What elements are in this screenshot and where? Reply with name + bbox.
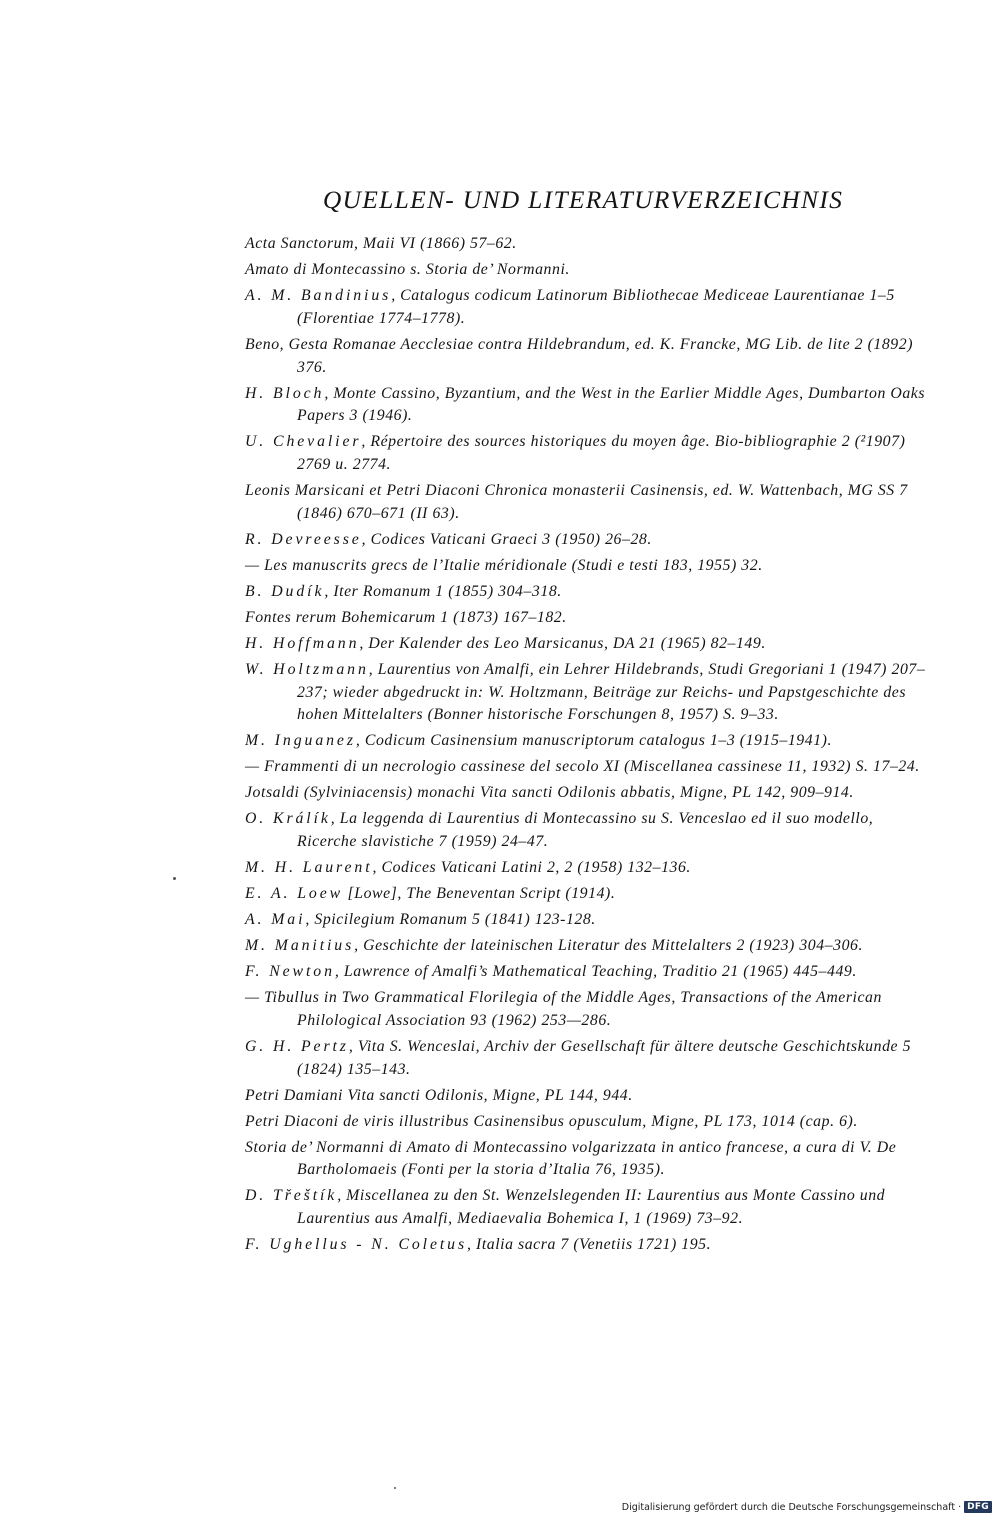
entry-text: , Répertoire des sources historiques du moyen âge. Bio-bibliographie 2 (²1907) 2769 u. 2774.	[297, 433, 906, 474]
entry-author: W. Holtzmann	[245, 660, 369, 678]
entry-author: F. Newton	[245, 963, 335, 981]
entry-author: H. Hoffmann	[245, 634, 360, 652]
entry-author: A. M. Bandinius	[245, 286, 392, 304]
bibliography-entry	[245, 1137, 931, 1183]
bibliography-entry	[245, 555, 931, 578]
entry-author: E. A. Loew	[245, 885, 344, 903]
entry-text: — Frammenti di un necrologio cassinese del secolo XI (Miscellanea cassinese 11, 1932) S. 17–24.	[245, 758, 920, 776]
bibliography-entry	[245, 961, 931, 984]
bibliography-entry	[245, 1111, 931, 1134]
entry-text: , Codices Vaticani Graeci 3 (1950) 26–28.	[361, 530, 652, 548]
bibliography-entry	[245, 756, 931, 779]
entry-text: Fontes rerum Bohemicarum 1 (1873) 167–182.	[245, 608, 567, 626]
entry-text: , La leggenda di Laurentius di Montecassino su S. Venceslao ed il suo modello, Ricerche slavistiche 7 (1959) 24–47.	[297, 810, 874, 851]
entry-text: , Monte Cassino, Byzantium, and the West in the Earlier Middle Ages, Dumbarton Oaks Papers 3 (1946).	[297, 384, 926, 425]
entry-text: , Miscellanea zu den St. Wenzelslegenden II: Laurentius aus Monte Cassino und Laurentius aus Amalfi, Mediaevalia Bohemica I, 1 (1969) 73–92.	[297, 1187, 886, 1228]
entry-text: , Codicum Casinensium manuscriptorum catalogus 1–3 (1915–1941).	[355, 732, 832, 750]
entry-author: B. Dudík	[245, 582, 325, 600]
entry-text: Storia de’ Normanni di Amato di Montecassino volgarizzata in antico francese, a cura di V. De Bartholomaeis (Fonti per la storia d’Italia 76, 1935).	[245, 1138, 897, 1179]
entry-author: A. Mai	[245, 911, 306, 929]
entry-text: , Lawrence of Amalfi’s Mathematical Teaching, Traditio 21 (1965) 445–449.	[334, 963, 857, 981]
bibliography-entry	[245, 1185, 931, 1231]
entry-text: Amato di Montecassino s. Storia de’ Normanni.	[245, 260, 570, 278]
entry-text: , Laurentius von Amalfi, ein Lehrer Hildebrands, Studi Gregoriani 1 (1947) 207–237; wieder abgedruckt in: W. Holtzmann, Beiträge zur Reichs- und Papstgeschichte des hohen Mittelalters (Bonner historische Forschungen 8, 1957) S. 9–33.	[297, 660, 926, 724]
entry-text: Acta Sanctorum, Maii VI (1866) 57–62.	[245, 235, 517, 252]
bibliography-entry	[245, 909, 931, 932]
bibliography-entry	[245, 1234, 931, 1257]
scan-speck	[173, 877, 176, 880]
entry-text: — Les manuscrits grecs de l’Italie méridionale (Studi e testi 183, 1955) 32.	[245, 556, 763, 574]
entry-author: G. H. Pertz	[245, 1037, 349, 1055]
bibliography-entry	[245, 883, 931, 906]
entry-text: Petri Damiani Vita sancti Odilonis, Migne, PL 144, 944.	[245, 1086, 633, 1104]
entry-text: , Iter Romanum 1 (1855) 304–318.	[324, 582, 562, 600]
bibliography-entry	[245, 935, 931, 958]
dfg-logo-icon: DFG	[964, 1501, 992, 1513]
bibliography-entry	[245, 659, 931, 727]
bibliography-entry	[245, 633, 931, 656]
bibliography-entry	[245, 857, 931, 880]
entry-text: , Catalogus codicum Latinorum Bibliothecae Mediceae Laurentianae 1–5 (Florentiae 1774–1778).	[297, 286, 895, 327]
bibliography-entry	[245, 782, 931, 805]
bibliography-entry	[245, 987, 931, 1033]
bibliography-entry	[245, 334, 931, 380]
entry-author: F. Ughellus - N. Coletus	[245, 1236, 468, 1254]
entry-text: , Italia sacra 7 (Venetiis 1721) 195.	[467, 1236, 712, 1254]
bibliography-entry	[245, 730, 931, 753]
entry-text: , Der Kalender des Leo Marsicanus, DA 21 (1965) 82–149.	[359, 634, 766, 652]
bibliography-entry	[245, 259, 931, 282]
entry-text: [Lowe], The Beneventan Script (1914).	[343, 885, 616, 903]
bibliography-entry	[245, 581, 931, 604]
bibliography-entry	[245, 233, 931, 256]
bibliography-entry	[245, 1036, 931, 1082]
bibliography-entry	[245, 285, 931, 331]
page-title: QUELLEN- UND LITERATURVERZEICHNIS	[322, 185, 844, 214]
bibliography-entry	[245, 431, 931, 477]
footer-text: Digitalisierung gefördert durch die Deutsche Forschungsgemeinschaft ·	[621, 1501, 962, 1513]
bibliography-entry	[245, 529, 931, 552]
bibliography-entry	[245, 607, 931, 630]
entry-author: M. Inguanez	[245, 732, 356, 750]
digitization-footer	[622, 1501, 992, 1513]
entry-text: Leonis Marsicani et Petri Diaconi Chronica monasterii Casinensis, ed. W. Wattenbach, MG SS 7 (1846) 670–671 (II 63).	[245, 482, 908, 522]
entry-text: Beno, Gesta Romanae Aecclesiae contra Hildebrandum, ed. K. Francke, MG Lib. de lite 2 (1892) 376.	[245, 335, 914, 376]
entry-author: M. Manitius	[245, 937, 355, 955]
entry-text: , Spicilegium Romanum 5 (1841) 123-128.	[305, 911, 596, 929]
scan-speck	[394, 1487, 396, 1489]
bibliography-entry	[245, 808, 931, 854]
bibliography-entry	[245, 480, 931, 526]
entry-text: — Tibullus in Two Grammatical Florilegia of the Middle Ages, Transactions of the American Philological Association 93 (1962) 253—286.	[245, 989, 882, 1029]
bibliography-entry	[245, 383, 931, 429]
entry-author: H. Bloch	[245, 384, 325, 402]
entry-author: M. H. Laurent	[245, 859, 373, 877]
entry-text: Petri Diaconi de viris illustribus Casinensibus opusculum, Migne, PL 173, 1014 (cap. 6).	[245, 1112, 858, 1130]
entry-author: O. Králík	[245, 810, 331, 828]
reference-list	[245, 233, 931, 1260]
entry-author: R. Devreesse	[245, 530, 362, 548]
entry-text: Jotsaldi (Sylviniacensis) monachi Vita sancti Odilonis abbatis, Migne, PL 142, 909–914.	[245, 784, 854, 802]
entry-text: , Geschichte der lateinischen Literatur des Mittelalters 2 (1923) 304–306.	[354, 937, 863, 955]
bibliography-entry	[245, 1085, 931, 1108]
entry-text: , Vita S. Wenceslai, Archiv der Gesellschaft für ältere deutsche Geschichtskunde 5 (1824) 135–143.	[297, 1037, 912, 1078]
entry-author: U. Chevalier	[245, 433, 362, 451]
entry-author: D. Třeštík	[245, 1187, 338, 1205]
entry-text: , Codices Vaticani Latini 2, 2 (1958) 132–136.	[372, 859, 691, 877]
